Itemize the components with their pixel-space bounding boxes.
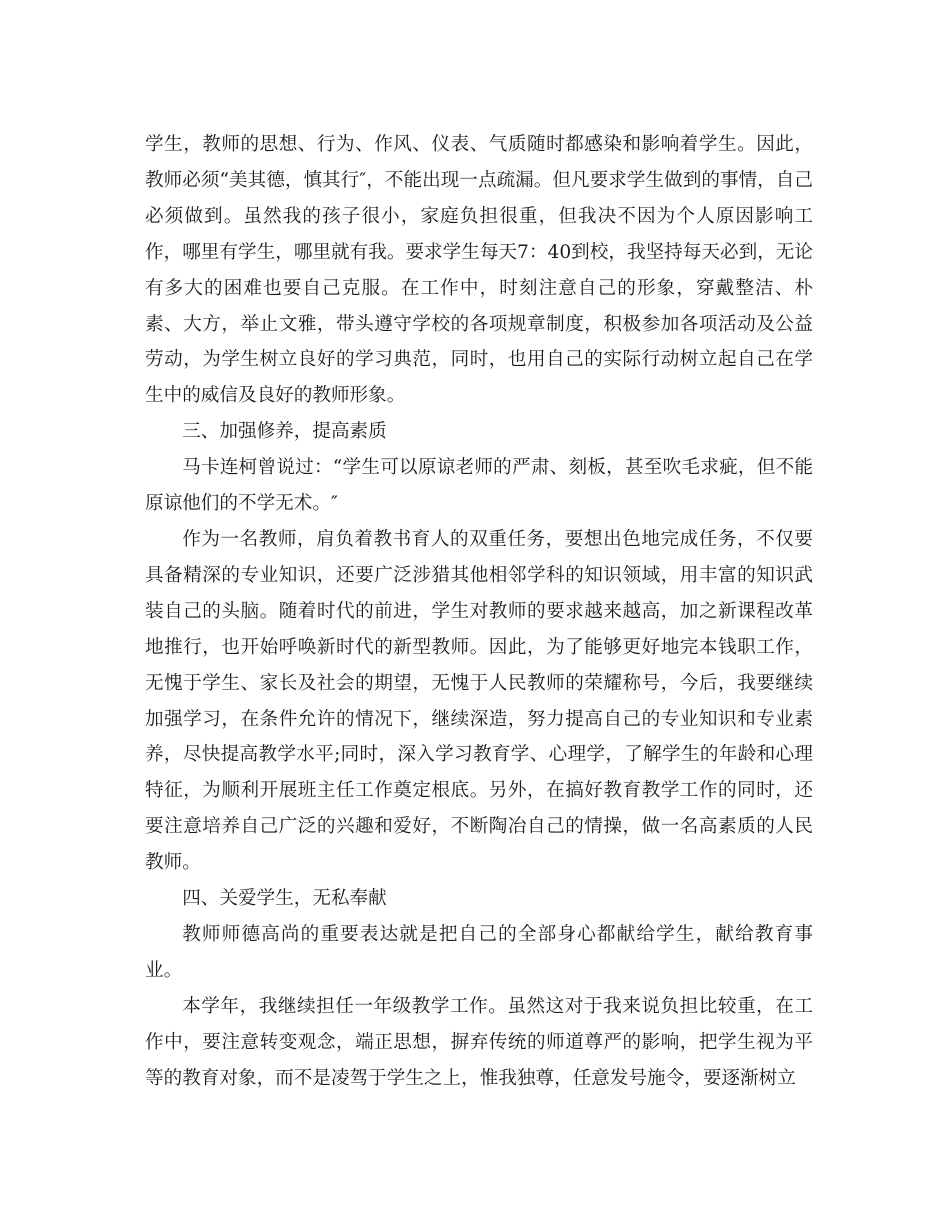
- paragraph-continuation: 学生，教师的思想、行为、作风、仪表、气质随时都感染和影响着学生。因此，教师必须“美其德，慎其行″，不能出现一点疏漏。但凡要求学生做到的事情，自己必须做到。虽然我的孩子很小，家庭负担很重，但我决不因为个人原因影响工作，哪里有学生，哪里就有我。要求学生每天7：40到校，我坚持每天必到，无论有多大的困难也要自己克服。在工作中，时刻注意自己的形象，穿戴整洁、朴素、大方，举止文雅，带头遵守学校的各项规章制度，积极参加各项活动及公益劳动，为学生树立良好的学习典范，同时，也用自己的实际行动树立起自己在学生中的威信及良好的教师形象。: [145, 134, 813, 407]
- section-heading-3: 三、加强修养，提高素质: [182, 421, 387, 443]
- paragraph-dedication: 教师师德高尚的重要表达就是把自己的全部身心都献给学生，献给教育事业。: [145, 923, 813, 981]
- paragraph-this-year: 本学年，我继续担任一年级教学工作。虽然这对于我来说负担比较重，在工作中，要注意转变观念，端正思想，摒弃传统的师道尊严的影响，把学生视为平等的教育对象，而不是凌驾于学生之上，惟我独尊，任意发号施令，要逐渐树立: [145, 995, 813, 1089]
- paragraph-quote: 马卡连柯曾说过：“学生可以原谅老师的严肃、刻板，甚至吹毛求疵，但不能原谅他们的不学无术。″: [145, 457, 813, 515]
- paragraph-teacher-duty: 作为一名教师，肩负着教书育人的双重任务，要想出色地完成任务，不仅要具备精深的专业知识，还要广泛涉猎其他相邻学科的知识领域，用丰富的知识武装自己的头脑。随着时代的前进，学生对教师的要求越来越高，加之新课程改革地推行，也开始呼唤新时代的新型教师。因此，为了能够更好地完本钱职工作，无愧于学生、家长及社会的期望，无愧于人民教师的荣耀称号，今后，我要继续加强学习，在条件允许的情况下，继续深造，努力提高自己的专业知识和专业素养，尽快提高教学水平;同时，深入学习教育学、心理学，了解学生的年龄和心理特征，为顺利开展班主任工作奠定根底。另外，在搞好教育教学工作的同时，还要注意培养自己广泛的兴趣和爱好，不断陶冶自己的情操，做一名高素质的人民教师。: [145, 528, 813, 874]
- section-heading-4: 四、关爱学生，无私奉献: [182, 888, 387, 910]
- document-body: [145, 127, 813, 1096]
